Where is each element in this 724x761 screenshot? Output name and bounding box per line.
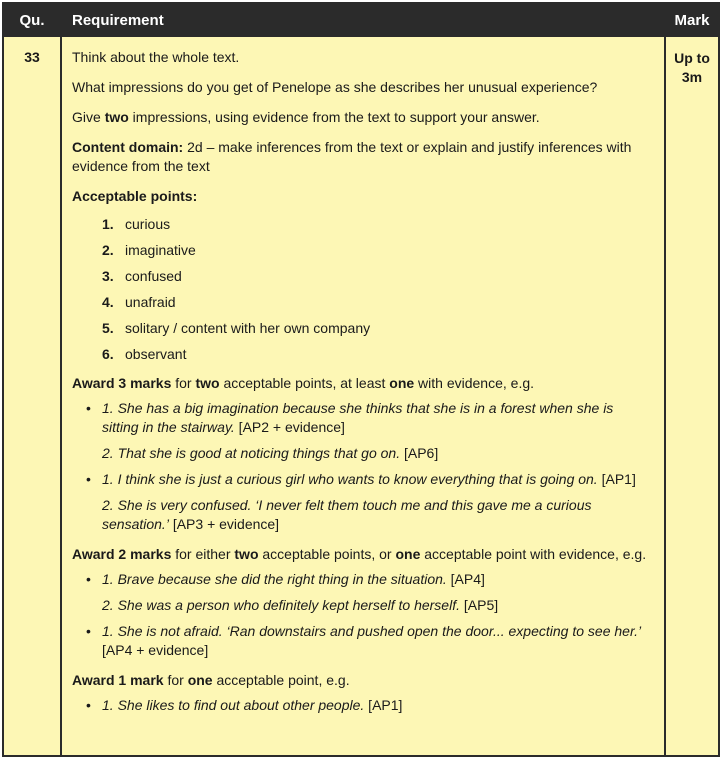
question-number: 33 (24, 49, 40, 65)
mark-value (666, 49, 718, 87)
example-response: • 1. She likes to find out about other people. [AP1] (86, 697, 403, 713)
example-response: • 1. Brave because she did the right thing in the situation. [AP4] (86, 571, 485, 587)
bullet-icon: • (86, 623, 91, 639)
table-header (4, 4, 718, 37)
list-item: 3. confused (102, 268, 182, 284)
column-divider (664, 4, 666, 755)
award-1-heading: Award 1 mark for one acceptable point, e.g. (72, 672, 350, 688)
header-requirement: Requirement (72, 12, 164, 29)
list-item: 1. curious (102, 216, 171, 232)
acceptable-points-heading: Acceptable points: (72, 188, 198, 204)
intro-text: Think about the whole text. (72, 49, 240, 65)
list-item: 4. unafraid (102, 294, 176, 310)
mark-line: Up to (674, 50, 710, 66)
acceptable-points-list (72, 215, 652, 364)
example-response: • 1. She has a big imagination because she thinks that she is in a forest when she is sitting in the stairway. [AP2 + evidence] (86, 400, 614, 435)
mark-line: 3m (681, 69, 703, 85)
bullet-icon: • (86, 697, 91, 713)
example-response: 2. She is very confused. ‘I never felt them touch me and this gave me a curious sensation.’ [AP3 + evidence] (102, 497, 592, 532)
header-qu: Qu. (19, 12, 45, 29)
content-domain: Content domain: 2d – make inferences from the text or explain and justify inferences with evidence from the text (72, 139, 632, 174)
bullet-icon: • (86, 400, 91, 416)
column-divider (60, 4, 62, 755)
instruction-text: Give two impressions, using evidence from the text to support your answer. (72, 109, 540, 125)
list-item: 6. observant (102, 346, 187, 362)
question-text: What impressions do you get of Penelope as she describes her unusual experience? (72, 79, 598, 95)
bullet-icon: • (86, 571, 91, 587)
example-response: • 1. She is not afraid. ‘Ran downstairs and pushed open the door... expecting to see her.’ [AP4 + evidence] (86, 623, 642, 658)
example-response: 2. That she is good at noticing things that go on. [AP6] (102, 445, 439, 461)
requirement-cell (72, 48, 652, 722)
mark-scheme-table (2, 2, 720, 757)
list-item: 5. solitary / content with her own company (102, 320, 371, 336)
award-2-heading: Award 2 marks for either two acceptable points, or one acceptable point with evidence, e.g. (72, 546, 647, 562)
bullet-icon: • (86, 471, 91, 487)
example-response: 2. She was a person who definitely kept herself to herself. [AP5] (102, 597, 499, 613)
example-response: • 1. I think she is just a curious girl who wants to know everything that is going on. [AP1] (86, 471, 636, 487)
header-mark: Mark (674, 12, 710, 29)
award-3-heading: Award 3 marks for two acceptable points, at least one with evidence, e.g. (72, 375, 535, 391)
list-item: 2. imaginative (102, 242, 196, 258)
